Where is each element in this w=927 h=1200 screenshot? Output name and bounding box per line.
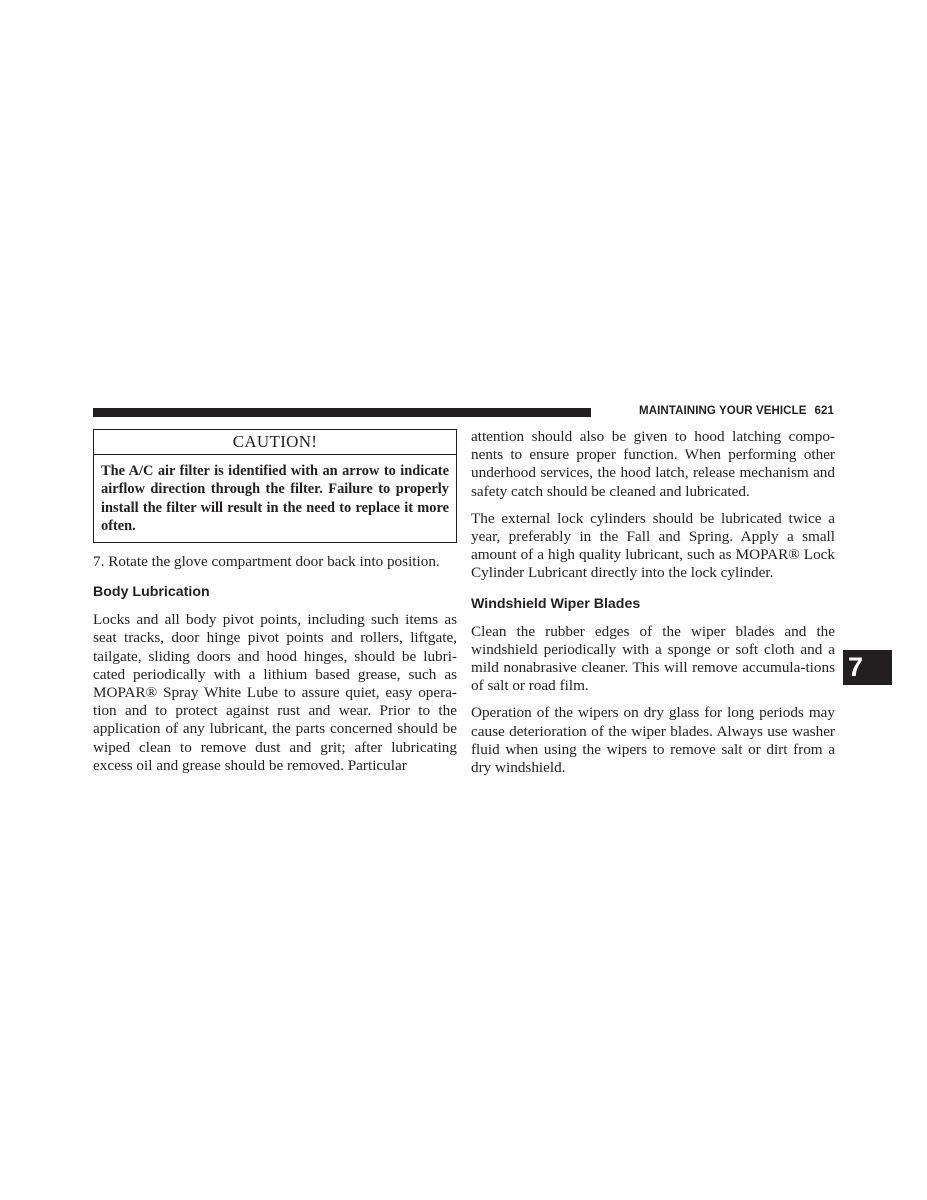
wiper-cleaning-paragraph: Clean the rubber edges of the wiper blades and the windshield periodically with a sponge or soft cloth and a mild nonabrasive cleaner. This will remove accumula-tions of salt or road film. bbox=[471, 622, 835, 695]
right-column bbox=[471, 428, 835, 786]
heading-body-lubrication: Body Lubrication bbox=[93, 584, 210, 601]
header-rule bbox=[93, 408, 591, 417]
lock-cylinders-paragraph: The external lock cylinders should be lubricated twice a year, preferably in the Fall and Spring. Apply a small amount of a high quality lubricant, such as MOPAR® Lock Cylinder Lubricant directly into the lock cylinder. bbox=[471, 509, 835, 582]
page-number: 621 bbox=[814, 405, 834, 417]
left-column bbox=[93, 429, 457, 784]
wiper-dry-glass-paragraph: Operation of the wipers on dry glass for long periods may cause deterioration of the wiper blades. Always use washer fluid when using the wipers to remove salt or dirt from a dry windshield. bbox=[471, 704, 835, 777]
chapter-tab: 7 bbox=[843, 650, 892, 685]
caution-title: CAUTION! bbox=[94, 430, 456, 455]
step-7: 7. Rotate the glove compartment door back into position. bbox=[93, 553, 440, 571]
body-lubrication-paragraph: Locks and all body pivot points, including such items as seat tracks, door hinge pivot points and rollers, liftgate, tailgate, sliding doors and hood hinges, should be lubri-cated periodically with a lithium based grease, such as MOPAR® Spray White Lube to assure quiet, easy opera-tion and to protect against rust and wear. Prior to the application of any lubricant, the parts concerned should be wiped clean to remove dust and grit; after lubricating excess oil and grease should be removed. Particular bbox=[93, 611, 457, 774]
heading-windshield-wiper-blades: Windshield Wiper Blades bbox=[471, 595, 641, 612]
caution-box bbox=[93, 429, 457, 543]
running-header bbox=[600, 405, 834, 417]
caution-text: The A/C air filter is identified with an arrow to indicate airflow direction through the filter. Failure to properly install the filter will result in the need to replace it more often. bbox=[101, 463, 449, 534]
hood-latch-paragraph: attention should also be given to hood latching compo-nents to ensure proper function. When performing other underhood services, the hood latch, release mechanism and safety catch should be cleaned and lubricated. bbox=[471, 428, 835, 500]
section-title: MAINTAINING YOUR VEHICLE bbox=[639, 405, 807, 417]
